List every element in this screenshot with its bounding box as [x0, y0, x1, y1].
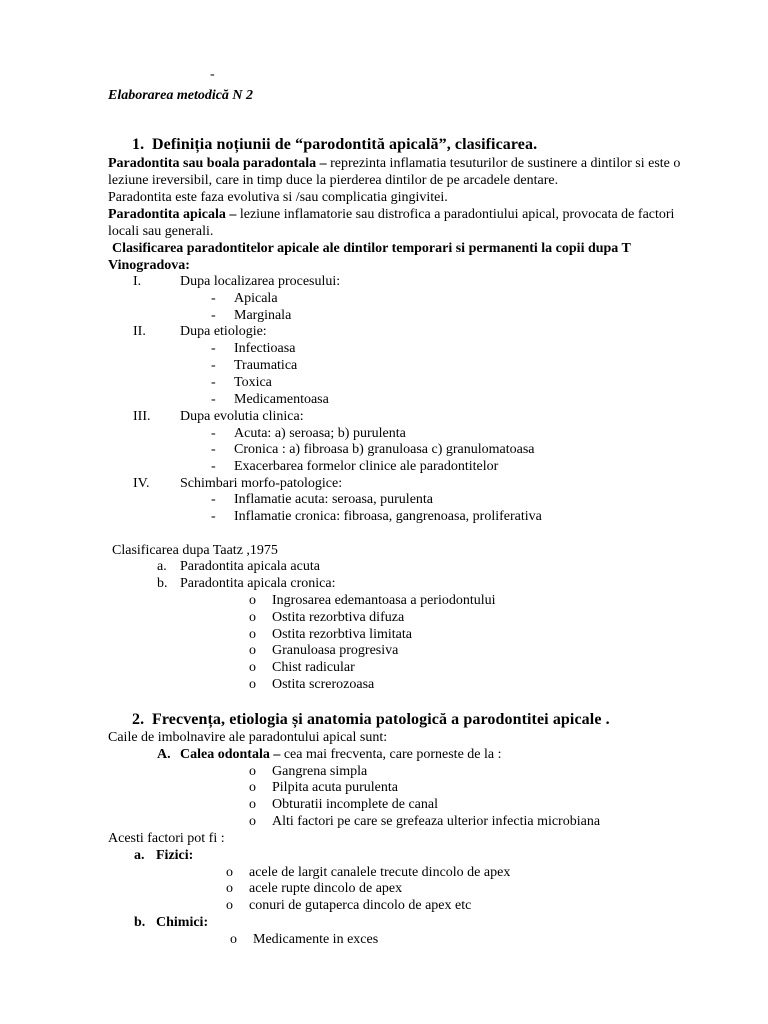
taatz-a-number: a.	[157, 559, 167, 574]
list-item: - Exacerbarea formelor clinice ale paradontitelor	[211, 459, 499, 474]
group-2-title: Dupa etiologie:	[180, 324, 267, 339]
taatz-title: Clasificarea dupa Taatz ,1975	[112, 543, 278, 558]
definition-apicala-text: leziune inflamatorie sau distrofica a paradontiului apical, provocata de factori locali sau generali.	[108, 207, 675, 239]
circle-bullet: o	[249, 610, 256, 625]
definition-paradontita-apicala	[108, 206, 708, 240]
list-item: o Ostita rezorbtiva difuza	[249, 610, 405, 625]
item-a-number: a.	[134, 848, 145, 863]
list-item: - Acuta: a) seroasa; b) purulenta	[211, 426, 406, 441]
factors-intro: Acesti factori pot fi :	[108, 831, 225, 846]
document-title: Elaborarea metodică N 2	[108, 88, 254, 103]
list-item: o Chist radicular	[249, 660, 355, 675]
list-item: - Medicamentoasa	[211, 392, 329, 407]
circle-bullet: o	[249, 780, 256, 795]
dash-bullet: -	[211, 375, 216, 390]
dash-bullet: -	[211, 459, 216, 474]
item-A-number: A.	[157, 747, 171, 762]
group-3-number: III.	[133, 409, 151, 424]
circle-bullet: o	[226, 881, 233, 896]
section-2-intro: Caile de imbolnavire ale paradontului apical sunt:	[108, 730, 388, 745]
circle-bullet: o	[249, 797, 256, 812]
circle-bullet: o	[249, 627, 256, 642]
list-item: - Infectioasa	[211, 341, 296, 356]
dash-bullet: -	[211, 308, 216, 323]
circle-bullet: o	[226, 898, 233, 913]
list-item: o Medicamente in exces	[230, 932, 379, 947]
dash-bullet: -	[211, 492, 216, 507]
item-A-text: Calea odontala – cea mai frecventa, care porneste de la :	[180, 747, 502, 762]
group-1-title: Dupa localizarea procesului:	[180, 274, 341, 289]
circle-bullet: o	[249, 660, 256, 675]
section-2-number: 2.	[132, 711, 145, 728]
group-3-title: Dupa evolutia clinica:	[180, 409, 304, 424]
group-1-number: I.	[133, 274, 142, 289]
list-item: o Gangrena simpla	[249, 764, 368, 779]
taatz-a-text: Paradontita apicala acuta	[180, 559, 320, 574]
circle-bullet: o	[249, 814, 256, 829]
group-2-number: II.	[133, 324, 146, 339]
item-a-label: Fizici:	[156, 848, 194, 863]
dash-bullet: -	[211, 341, 216, 356]
list-item: o Alti factori pe care se grefeaza ulterior infectia microbiana	[249, 814, 601, 829]
section-1-number: 1.	[132, 136, 145, 153]
section-1-heading: Definiția noțiunii de “parodontită apicală”, clasificarea.	[152, 136, 538, 153]
circle-bullet: o	[249, 677, 256, 692]
item-b-number: b.	[134, 915, 146, 930]
list-item: o acele de largit canalele trecute dincolo de apex	[226, 865, 511, 880]
list-item: o Ostita rezorbtiva limitata	[249, 627, 412, 642]
dash-bullet: -	[211, 426, 216, 441]
list-item: o Ostita screrozoasa	[249, 677, 375, 692]
taatz-b-number: b.	[157, 576, 168, 591]
list-item: o Granuloasa progresiva	[249, 643, 399, 658]
list-item: o Obturatii incomplete de canal	[249, 797, 438, 812]
classification-title: Clasificarea paradontitelor apicale ale dintilor temporari si permanenti la copii dupa T Vinogradova:	[108, 241, 631, 273]
list-item: o Ingrosarea edemantoasa a periodontului	[249, 593, 496, 608]
list-item: o conuri de gutaperca dincolo de apex etc	[226, 898, 472, 913]
definition-paradontita	[108, 155, 708, 189]
list-item: - Toxica	[211, 375, 272, 390]
section-2-heading: Frecvența, etiologia și anatomia patologică a parodontitei apicale .	[152, 711, 610, 728]
paragraph-evolution: Paradontita este faza evolutiva si /sau complicatia gingivitei.	[108, 190, 448, 205]
definition-paradontita-text: reprezinta inflamatia tesuturilor de sustinere a dintilor si este o leziune ireversibil, care in timp duce la pierderea dintilor de pe arcadele dentare.	[108, 156, 681, 188]
list-item: - Apicala	[211, 291, 278, 306]
taatz-b-text: Paradontita apicala cronica:	[180, 576, 336, 591]
list-item: - Inflamatie cronica: fibroasa, gangrenoasa, proliferativa	[211, 509, 542, 524]
dash-bullet: -	[211, 509, 216, 524]
group-4-number: IV.	[133, 476, 150, 491]
term-paradontita: Paradontita sau boala paradontala –	[108, 156, 327, 171]
list-item: - Traumatica	[211, 358, 298, 373]
circle-bullet: o	[226, 865, 233, 880]
circle-bullet: o	[249, 593, 256, 608]
list-item: - Cronica : a) fibroasa b) granuloasa c) granulomatoasa	[211, 442, 535, 457]
circle-bullet: o	[230, 932, 237, 947]
dash-bullet: -	[211, 291, 216, 306]
dash-bullet: -	[211, 392, 216, 407]
header-dash: -	[210, 67, 215, 82]
list-item: - Marginala	[211, 308, 292, 323]
list-item: o acele rupte dincolo de apex	[226, 881, 403, 896]
item-b-label: Chimici:	[156, 915, 209, 930]
term-calea-odontala: Calea odontala –	[180, 747, 281, 762]
dash-bullet: -	[211, 358, 216, 373]
circle-bullet: o	[249, 643, 256, 658]
term-paradontita-apicala: Paradontita apicala –	[108, 207, 237, 222]
dash-bullet: -	[211, 442, 216, 457]
list-item: o Pilpita acuta purulenta	[249, 780, 398, 795]
circle-bullet: o	[249, 764, 256, 779]
list-item: - Inflamatie acuta: seroasa, purulenta	[211, 492, 434, 507]
group-4-title: Schimbari morfo-patologice:	[180, 476, 343, 491]
